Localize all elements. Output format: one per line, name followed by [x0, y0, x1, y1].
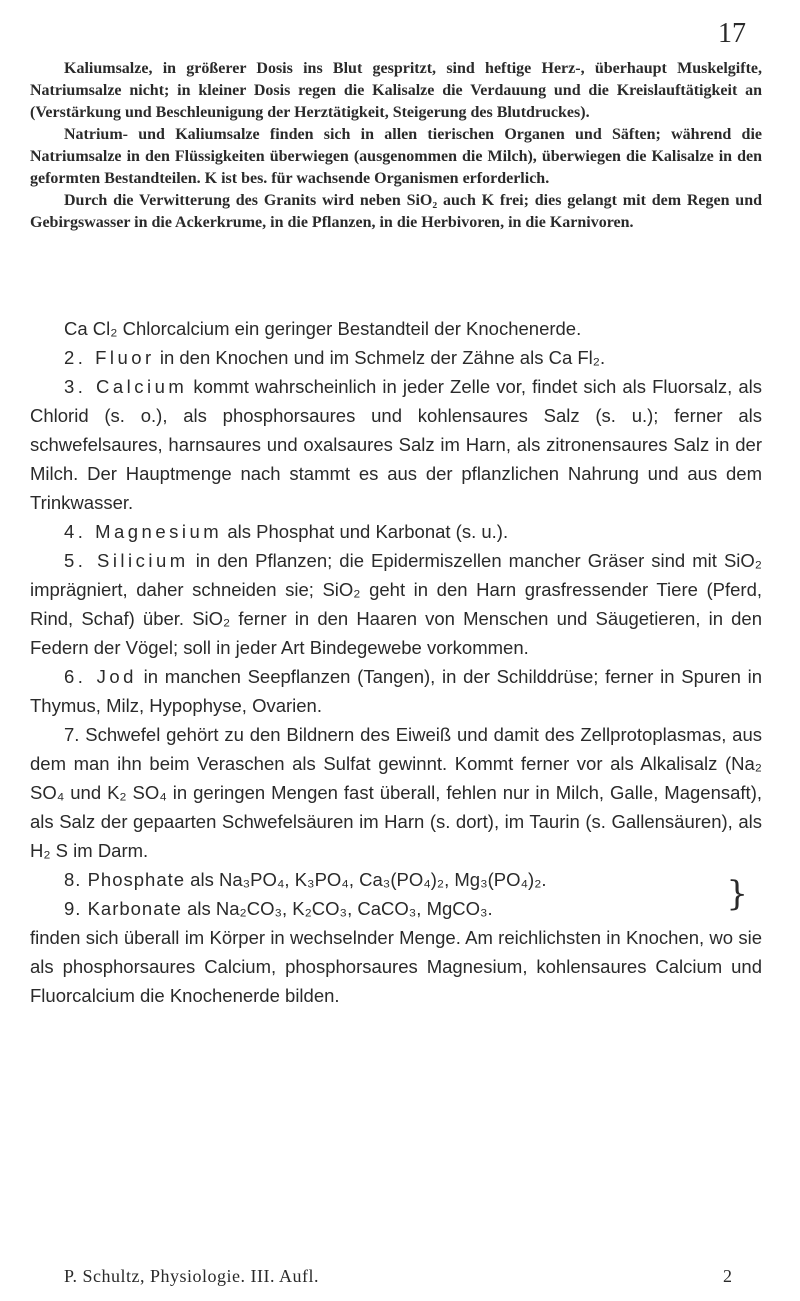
paragraph-jod	[30, 662, 762, 720]
small-print-section	[30, 58, 762, 234]
paragraph-phosphate	[30, 865, 762, 894]
page-number: 17	[718, 18, 746, 49]
main-text-section	[30, 314, 762, 1010]
text-jod: in manchen Seepflanzen (Tangen), in der Schilddrüse; ferner in Spuren in Thymus, Milz, Hypophyse, Ovarien.	[30, 666, 762, 716]
paragraph-kaliumsalze: Kaliumsalze, in größerer Dosis ins Blut gespritzt, sind heftige Herz-, überhaupt Muskelgifte, Natriumsalze nicht; in kleiner Dosis regen die Kalisalze die Verdauung und die Kreislauftätigkeit an (Verstärkung und Beschleunigung der Herztätigkeit, Steigerung des Blutdruckes).	[30, 60, 762, 121]
heading-phosphate: 8. Phosphate	[64, 869, 186, 890]
page-footer	[64, 1266, 732, 1287]
heading-silicium: 5. Silicium	[64, 550, 189, 571]
curly-brace-icon: }	[726, 874, 748, 914]
footer-signature: 2	[723, 1266, 732, 1286]
heading-jod: 6. Jod	[64, 666, 137, 687]
heading-fluor: 2. Fluor	[64, 347, 155, 368]
text-karbonate: als Na₂CO₃, K₂CO₃, CaCO₃, MgCO₃.	[181, 898, 493, 919]
text-silicium: in den Pflanzen; die Epidermiszellen mancher Gräser sind mit SiO₂ imprägniert, daher schneiden sie; SiO₂ geht in den Harn grasfressender Tiere (Pferd, Rind, Schaf) über. SiO₂ ferner in den Haaren von Menschen und Säugetieren, in den Federn der Vögel; soll in jeder Art Bindegewebe vorkommen.	[30, 550, 762, 658]
text-phosphate: als Na₃PO₄, K₃PO₄, Ca₃(PO₄)₂, Mg₃(PO₄)₂.	[185, 869, 547, 890]
text-calcium: kommt wahrscheinlich in jeder Zelle vor, findet sich als Fluorsalz, als Chlorid (s. o.), als phosphorsaures und kohlensaures Salz (s. u.); ferner als schwefelsaures, harnsaures und oxalsaures Salz im Harn, als zitronensaures Salz in der Milch. Der Hauptmenge nach stammt es aus der pflanzlichen Nahrung und aus dem Trinkwasser.	[30, 376, 763, 513]
paragraph-magnesium	[30, 517, 762, 546]
phosphate-karbonate-group	[30, 865, 762, 923]
paragraph-silicium	[30, 546, 762, 662]
paragraph-knochenerde: finden sich überall im Körper in wechselnder Menge. Am reichlichsten in Knochen, wo sie als phosphorsaures Calcium, phosphorsaures Magnesium, kohlensaures Calcium und Fluorcalcium die Knochenerde bilden.	[30, 927, 762, 1006]
heading-magnesium: 4. Magnesium	[64, 521, 223, 542]
paragraph-karbonate	[30, 894, 762, 923]
paragraph-schwefel: 7. Schwefel gehört zu den Bildnern des Eiweiß und damit des Zellprotoplasmas, aus dem man ihn beim Veraschen als Sulfat gewinnt. Kommt ferner vor als Alkalisalz (Na₂ SO₄ und K₂ SO₄ in geringen Mengen fast überall, fehlen nur in Milch, Galle, Magensaft), als Salz der gepaarten Schwefelsäuren im Harn (s. dort), im Taurin (s. Gallensäuren), als H₂ S im Darm.	[30, 724, 762, 861]
heading-calcium: 3. Calcium	[64, 376, 188, 397]
paragraph-verwitterung: Durch die Verwitterung des Granits wird neben SiO₂ auch K frei; dies gelangt mit dem Regen und Gebirgswasser in die Ackerkrume, in die Pflanzen, in die Herbivoren, in die Karnivoren.	[30, 192, 762, 231]
paragraph-fluor	[30, 343, 762, 372]
footer-citation: P. Schultz, Physiologie. III. Aufl.	[64, 1266, 319, 1286]
paragraph-chlorcalcium: Ca Cl₂ Chlorcalcium ein geringer Bestandteil der Knochenerde.	[64, 318, 582, 339]
text-fluor: in den Knochen und im Schmelz der Zähne als Ca Fl₂.	[154, 347, 606, 368]
heading-karbonate: 9. Karbonate	[64, 898, 182, 919]
paragraph-natrium-kalium: Natrium- und Kaliumsalze finden sich in allen tierischen Organen und Säften; während die Natriumsalze in den Flüssigkeiten überwiegen (ausgenommen die Milch), überwiegen die Kalisalze in den geformten Bestandteilen. K ist bes. für wachsende Organismen erforderlich.	[30, 126, 762, 187]
text-magnesium: als Phosphat und Karbonat (s. u.).	[222, 521, 509, 542]
paragraph-calcium	[30, 372, 762, 517]
